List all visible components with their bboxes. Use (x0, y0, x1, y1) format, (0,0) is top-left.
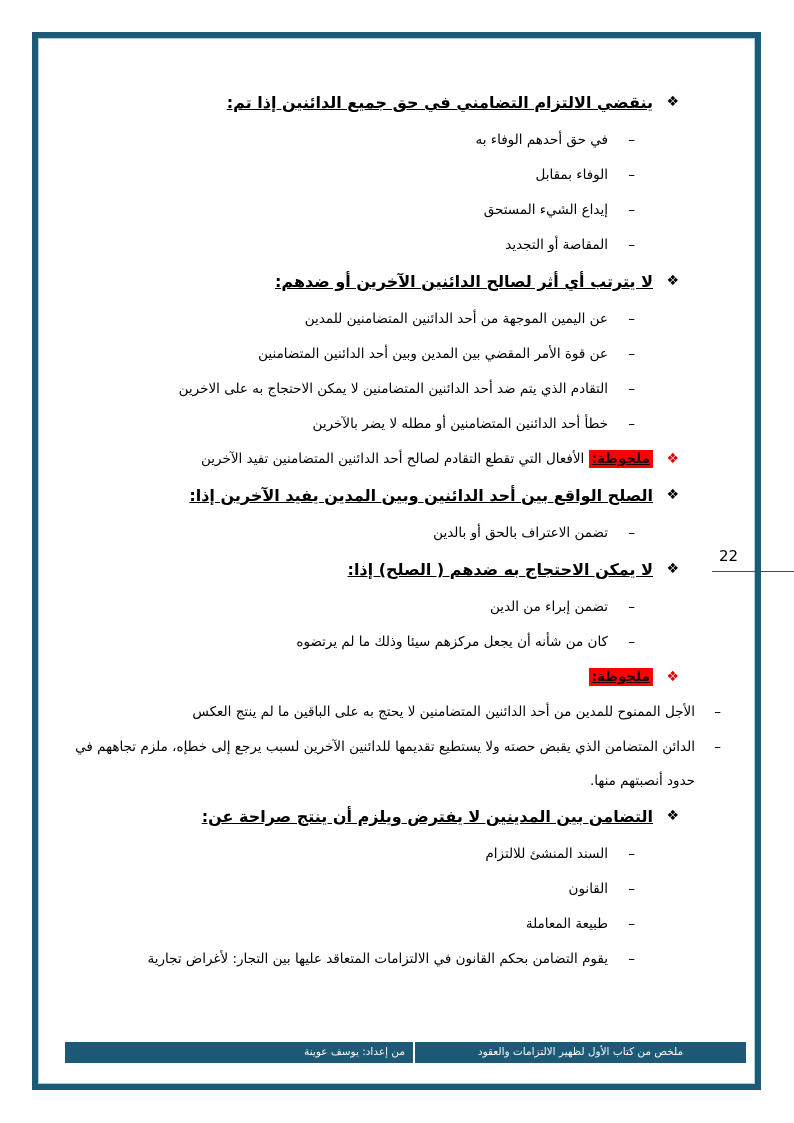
list-item-text: يقوم التضامن بحكم القانون في الالتزامات المتعاقد عليها بين التجار: لأغراض تجارية (147, 951, 608, 967)
list-item-text: عن قوة الأمر المقضي بين المدين وبين أحد الدائنين المتضامنين (258, 346, 608, 362)
list-item (60, 372, 745, 407)
note-text: الأفعال التي تقطع التقادم لصالح أحد الدائنين المتضامنين تفيد الآخرين (201, 451, 585, 467)
list-item (60, 695, 745, 730)
list-item-text: التقادم الذي يتم ضد أحد الدائنين المتضامنين لا يمكن الاحتجاج به على الاخرين (178, 381, 608, 397)
dash-bullet-icon: – (714, 704, 721, 720)
dash-bullet-icon: – (628, 346, 635, 362)
dash-bullet-icon: – (628, 881, 635, 897)
list-item (60, 625, 745, 660)
list-item (60, 337, 745, 372)
list-item (60, 590, 745, 625)
list-item (60, 228, 745, 263)
list-item-text: الدائن المتضامن الذي يقبض حصته ولا يستطيع تقديمها للدائنين الآخرين لسبب يرجع إلى خطإه، ملزم تجاههم في حدود أنصبتهم منها. (75, 739, 695, 789)
list-item (60, 407, 745, 442)
heading-text: ينقضي الالتزام التضامني في حق جميع الدائنين إذا تم: (226, 93, 653, 112)
diamond-bullet-icon: ❖ (666, 94, 679, 110)
dash-bullet-icon: – (628, 202, 635, 218)
section-heading (60, 556, 745, 583)
section-heading (60, 803, 745, 830)
dash-bullet-icon: – (628, 311, 635, 327)
list-item (60, 158, 745, 193)
dash-bullet-icon: – (628, 416, 635, 432)
note-line (60, 660, 745, 695)
list-item (60, 730, 745, 798)
list-item-text: السند المنشئ للالتزام (485, 846, 608, 862)
list-item-text: تضمن إبراء من الدين (490, 599, 608, 615)
heading-text: التضامن بين المدينين لا يفترض ويلزم أن ينتج صراحة عن: (201, 807, 653, 826)
footer-cell-divider (413, 1042, 415, 1063)
note-highlight-label: ملحوظة: (589, 450, 653, 468)
note-highlight-label: ملحوظة: (589, 668, 653, 686)
dash-bullet-icon: – (714, 739, 721, 755)
dash-bullet-icon: – (628, 132, 635, 148)
dash-bullet-icon: – (628, 381, 635, 397)
list-item (60, 837, 745, 872)
list-item-text: المقاصة أو التجديد (505, 237, 608, 253)
heading-text: لا يترتب أي أثر لصالح الدائنين الآخرين أو ضدهم: (275, 272, 653, 291)
list-item-text: القانون (568, 881, 608, 897)
list-item (60, 123, 745, 158)
section-heading (60, 482, 745, 509)
diamond-bullet-icon: ❖ (666, 487, 679, 503)
dash-bullet-icon: – (628, 237, 635, 253)
dash-bullet-icon: – (628, 916, 635, 932)
list-item (60, 872, 745, 907)
document-body (60, 84, 745, 977)
list-item-text: عن اليمين الموجهة من أحد الدائنين المتضامنين للمدين (304, 311, 608, 327)
list-item-text: في حق أحدهم الوفاء به (475, 132, 608, 148)
footer-bar (65, 1042, 746, 1063)
section-heading (60, 268, 745, 295)
dash-bullet-icon: – (628, 951, 635, 967)
dash-bullet-icon: – (628, 634, 635, 650)
list-item (60, 942, 745, 977)
diamond-bullet-icon: ❖ (666, 561, 679, 577)
list-item-text: الأجل الممنوح للمدين من أحد الدائنين المتضامنين لا يحتج به على الباقين ما لم ينتج العكس (192, 704, 695, 720)
list-item (60, 302, 745, 337)
dash-bullet-icon: – (628, 525, 635, 541)
list-item-text: تضمن الاعتراف بالحق أو بالدين (433, 525, 608, 541)
page-number: 22 (719, 547, 739, 565)
list-item-text: الوفاء بمقابل (535, 167, 608, 183)
dash-bullet-icon: – (628, 846, 635, 862)
list-item (60, 907, 745, 942)
diamond-bullet-icon: ❖ (666, 669, 679, 685)
footer-title-cell: ملخص من كتاب الأول لظهير الالتزامات والعقود (477, 1046, 684, 1058)
footer-author-cell: من إعداد: يوسف عوينة (304, 1046, 405, 1058)
heading-text: لا يمكن الاحتجاج به ضدهم ( الصلح) إذا: (347, 560, 653, 579)
note-line (60, 442, 745, 477)
list-item-text: كان من شأنه أن يجعل مركزهم سيئا وذلك ما لم يرتضوه (296, 634, 608, 650)
heading-text: الصلح الواقع بين أحد الدائنين وبين المدين يفيد الآخرين إذا: (189, 486, 653, 505)
dash-bullet-icon: – (628, 599, 635, 615)
list-item (60, 193, 745, 228)
list-item-text: إيداع الشيء المستحق (483, 202, 608, 218)
list-item-text: طبيعة المعاملة (525, 916, 608, 932)
diamond-bullet-icon: ❖ (666, 273, 679, 289)
diamond-bullet-icon: ❖ (666, 451, 679, 467)
diamond-bullet-icon: ❖ (666, 808, 679, 824)
section-heading (60, 89, 745, 116)
dash-bullet-icon: – (628, 167, 635, 183)
list-item (60, 516, 745, 551)
list-item-text: خطأ أحد الدائنين المتضامنين أو مطله لا يضر بالآخرين (312, 416, 608, 432)
page-number-rule (712, 571, 794, 572)
